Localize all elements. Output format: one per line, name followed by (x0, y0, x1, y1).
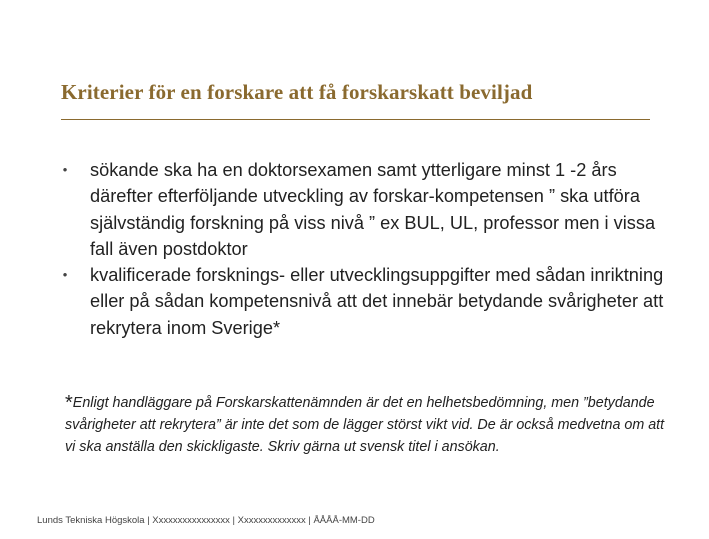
footnote-text: Enligt handläggare på Forskarskattenämnden är det en helhetsbedömning, men ”betydande svårigheter att rekrytera” är inte det som de lägger störst vikt vid. De är också medvetna om att vi ska anställa den skickligaste. Skriv gärna ut svensk titel i ansökan. (65, 395, 665, 455)
slide-title: Kriterier för en forskare att få forskarskatt beviljad (61, 80, 533, 104)
bullet-icon: • (62, 162, 68, 177)
title-divider (61, 119, 650, 120)
footnote (65, 392, 675, 458)
bullet-text: sökande ska ha en doktorsexamen samt ytterligare minst 1 -2 års därefter efterföljande utveckling av forskar-kompetensen ” ska utföra självständig forskning på viss nivå ” ex BUL, UL, professor men i vissa fall även postdoktor (90, 160, 656, 259)
bullet-item (58, 262, 668, 341)
bullet-item (58, 157, 668, 262)
bullet-list (58, 157, 668, 341)
slide-footer: Lunds Tekniska Högskola | Xxxxxxxxxxxxxxxx | Xxxxxxxxxxxxxx | ÅÅÅÅ-MM-DD (37, 515, 375, 526)
bullet-text: kvalificerade forsknings- eller utvecklingsuppgifter med sådan inriktning eller på sådan kompetensnivå att det innebär betydande svårigheter att rekrytera inom Sverige* (90, 265, 664, 338)
bullet-icon: • (62, 267, 68, 283)
footnote-marker: * (65, 392, 73, 414)
